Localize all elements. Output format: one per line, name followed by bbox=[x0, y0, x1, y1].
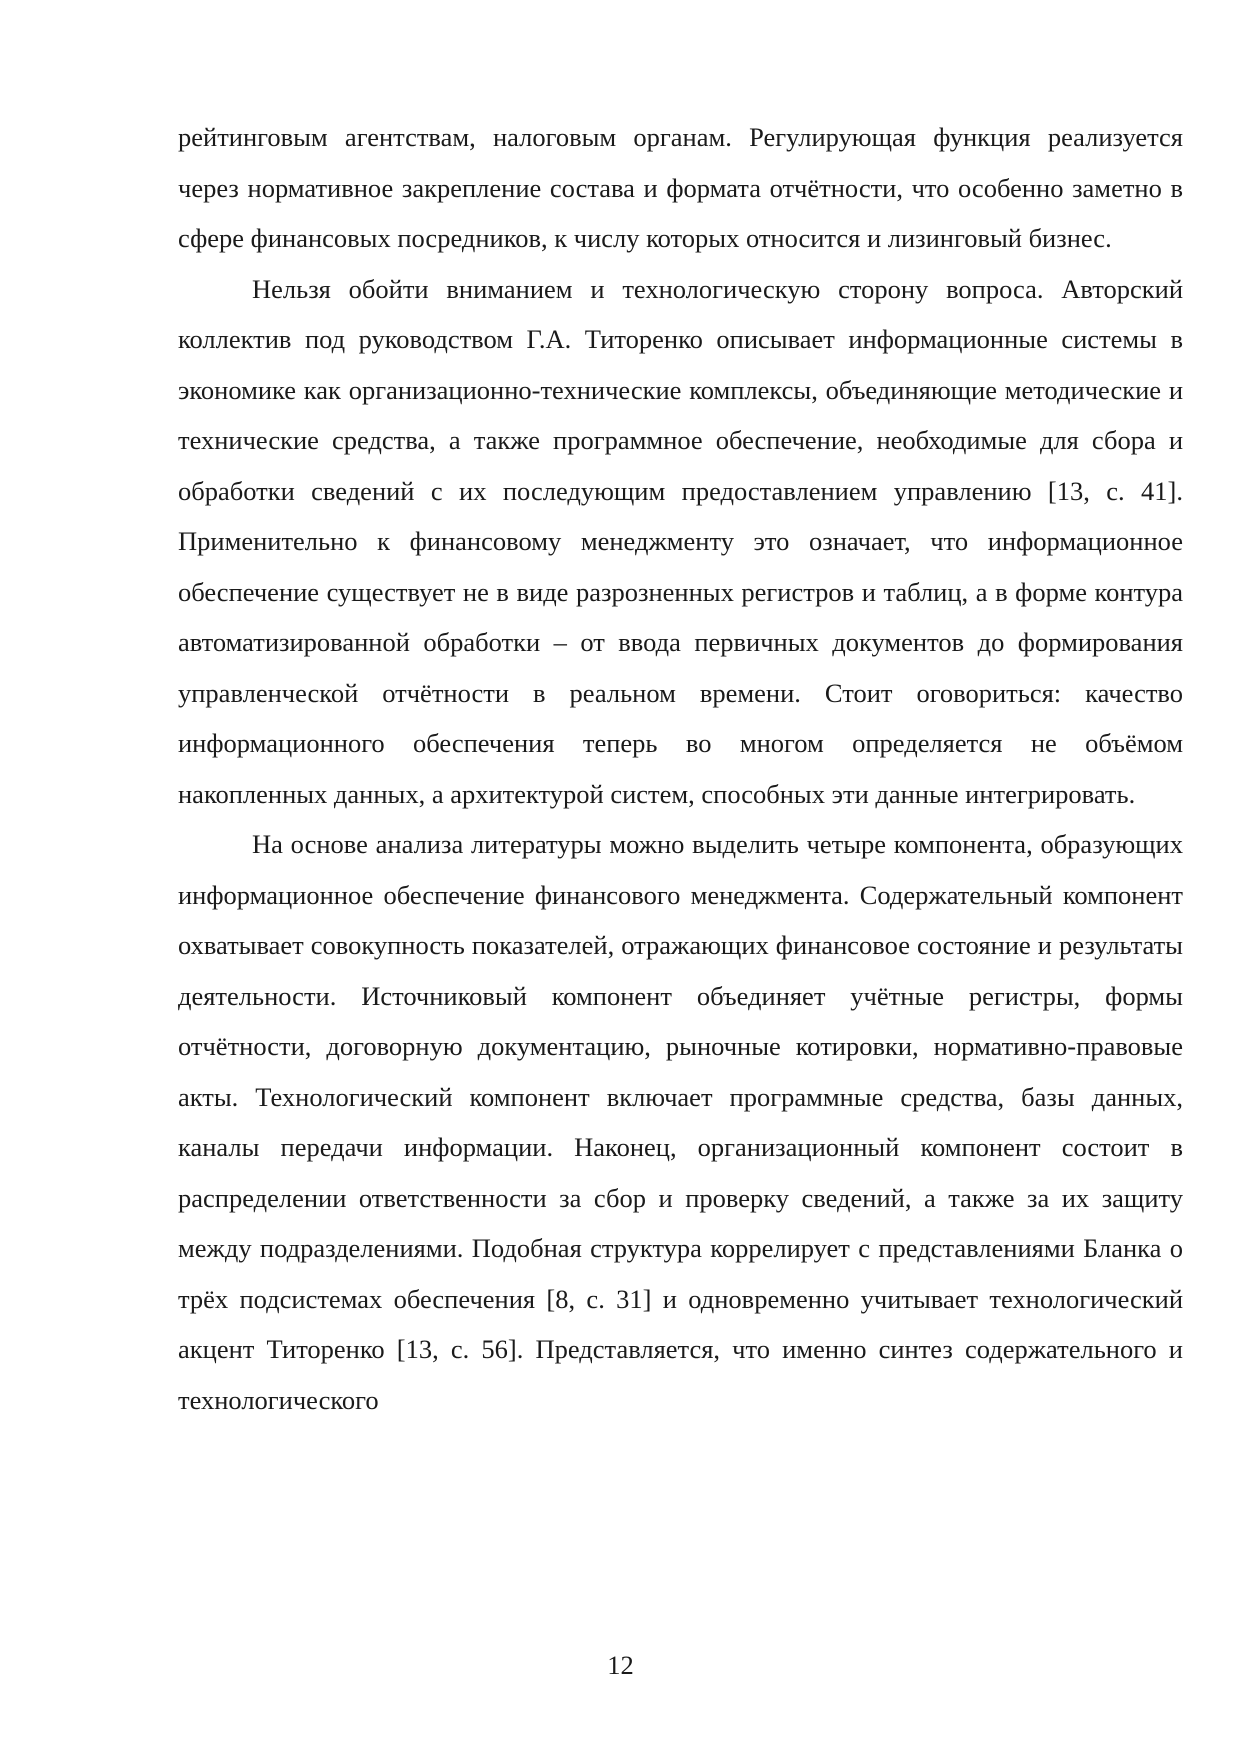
paragraph-technology: Нельзя обойти вниманием и технологическую сторону вопроса. Авторский коллектив под руководством Г.А. Титоренко описывает информационные системы в экономике как организационно-технические комплексы, объединяющие методические и технические средства, а также программное обеспечение, необходимые для сбора и обработки сведений с их последующим предоставлением управлению [13, с. 41]. Применительно к финансовому менеджменту это означает, что информационное обеспечение существует не в виде разрозненных регистров и таблиц, а в форме контура автоматизированной обработки – от ввода первичных документов до формирования управленческой отчётности в реальном времени. Стоит оговориться: качество информационного обеспечения теперь во многом определяется не объёмом накопленных данных, а архитектурой систем, способных эти данные интегрировать. bbox=[178, 273, 1183, 809]
paragraph-continuation: рейтинговым агентствам, налоговым органам. Регулирующая функция реализуется через нормативное закрепление состава и формата отчётности, что особенно заметно в сфере финансовых посредников, к числу которых относится и лизинговый бизнес. bbox=[178, 122, 1183, 253]
document-body bbox=[178, 112, 1183, 1425]
page-number: 12 bbox=[607, 1650, 634, 1680]
paragraph-components: На основе анализа литературы можно выделить четыре компонента, образующих информационное обеспечение финансового менеджмента. Содержательный компонент охватывает совокупность показателей, отражающих финансовое состояние и результаты деятельности. Источниковый компонент объединяет учётные регистры, формы отчётности, договорную документацию, рыночные котировки, нормативно-правовые акты. Технологический компонент включает программные средства, базы данных, каналы передачи информации. Наконец, организационный компонент состоит в распределении ответственности за сбор и проверку сведений, а также за их защиту между подразделениями. Подобная структура коррелирует с представлениями Бланка о трёх подсистемах обеспечения [8, с. 31] и одновременно учитывает технологический акцент Титоренко [13, с. 56]. Представляется, что именно синтез содержательного и технологического bbox=[178, 829, 1183, 1415]
